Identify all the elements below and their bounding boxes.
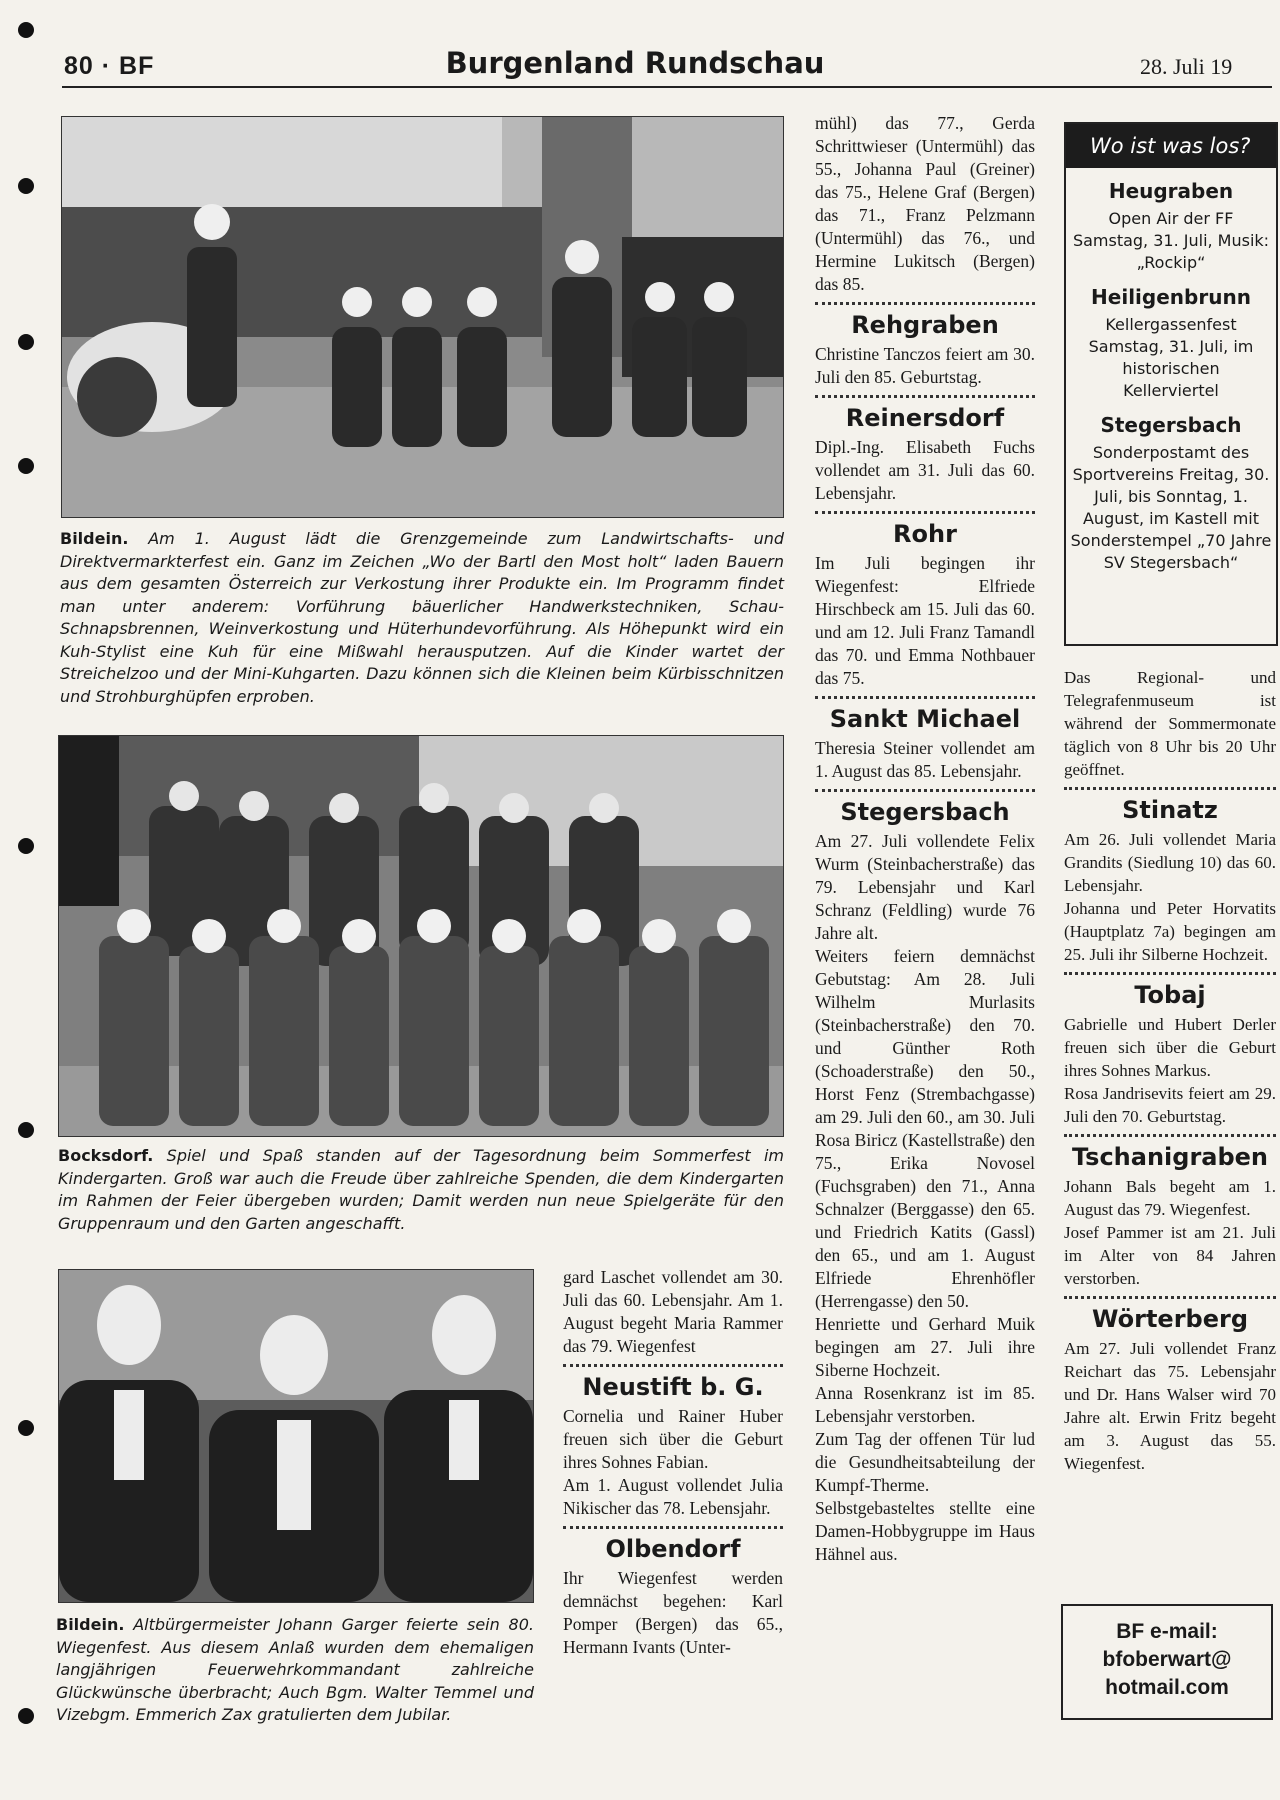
masthead: Burgenland Rundschau [445,46,825,80]
punch-hole [18,1420,34,1436]
event-text: Open Air der FF Samstag, 31. Juli, Musik: „Rockip“ [1072,209,1270,272]
event-text: Sonderpostamt des Sportvereins Freitag, 30. Juli, bis Sonntag, 1. August, im Kastell mit Sonderstempel „70 Jahre SV Stegersbach“ [1070,443,1272,572]
paragraph: Cornelia und Rainer Huber freuen sich über die Geburt ihres Sohnes Fabian. [563,1406,783,1472]
heading-tschanigraben: Tschanigraben [1071,1143,1269,1171]
paragraph: Am 27. Juli vollendet Franz Reichart das 75. Lebensjahr und Dr. Hans Walser wird 70 Jahre alt. Erwin Fritz begeht am 3. August das 55. Wiegenfest. [1064,1339,1276,1473]
caption-text: Altbürgermeister Johann Garger feierte sein 80. Wiegenfest. Aus diesem Anlaß wurden dem ehemaligen langjährigen Feuerwehrkommandant zahlreiche Glückwünsche überbracht; Auch Bgm. Walter Temmel und Vizebgm. Emmerich Zax gratulierten dem Jubilar. [56,1615,534,1724]
event-place: Heugraben [1108,179,1234,203]
paragraph: Weiters feiern demnächst Gebutstag: Am 28. Juli Wilhelm Murlasits (Steinbacherstraße) den 70. und Günther Roth (Schoaderstraße) den 50., Horst Fenz (Strembachgasse) am 29. Juli den 60., am 30. Juli Rosa Biricz (Kastellstraße) den 75., Erika Novosel (Fuchsgraben) den 71., Anna Schnalzer (Berggasse) den 65. und Friedrich Katits (Gassl) den 65., und am 1. August Elfriede Ehrenhöfler (Herrengasse) den 50. [815,946,1035,1311]
caption-bildein-farm [60,528,784,708]
event-item [1066,178,1276,274]
photo-bildein-garger [58,1269,534,1603]
paragraph: Anna Rosenkranz ist im 85. Lebensjahr verstorben. [815,1383,1035,1426]
heading-reinersdorf: Reinersdorf [845,404,1005,432]
heading-stinatz: Stinatz [1122,796,1218,824]
paragraph: Henriette und Gerhard Muik begingen am 27. Juli ihre Siberne Hochzeit. [815,1314,1035,1380]
dotted-divider [563,1526,783,1529]
paragraph: Zum Tag der offenen Tür lud die Gesundheitsabteilung der Kumpf-Therme. Selbstgebasteltes stellte eine Damen-Hobbygruppe im Haus Hähnel aus. [815,1429,1035,1564]
event-place: Stegersbach [1100,413,1242,437]
paragraph: Ihr Wiegenfest werden demnächst begehen: Karl Pomper (Bergen) das 65., Hermann Ivants (Unter- [563,1568,783,1657]
punch-hole [18,22,34,38]
caption-text: Am 1. August lädt die Grenzgemeinde zum Landwirtschafts- und Direktvermarkterfest ein. Ganz im Zeichen „Wo der Bartl den Most holt“ laden Bauern aus dem gesamten Österreich zur Verkostung ihrer Produkte ein. Im Programm findet man unter anderem: Vorführung bäuerlicher Handwerkstechniken, Schau-Schnapsbrennen, Weinverkostung und Hüterhundevorführung. Als Höhepunkt wird ein Kuh-Stylist eine Kuh für eine Mißwahl herausputzen. Auf die Kinder wartet der Streichelzoo und der Mini-Kuhgarten. Dazu können sich die Kleinen beim Kürbisschnitzen und Strohburghüpfen erproben. [60,529,785,706]
event-place: Heiligenbrunn [1091,285,1251,309]
email-address-line2: hotmail.com [1105,1676,1229,1699]
email-address-line1: bfoberwart@ [1102,1648,1232,1671]
paragraph: Gabrielle und Hubert Derler freuen sich über die Geburt ihres Sohnes Markus. [1064,1015,1276,1080]
caption-text: Spiel und Spaß standen auf der Tagesordnung beim Sommerfest im Kindergarten. Groß war auch die Freude über zahlreiche Spenden, die dem Kindergarten im Rahmen der Feier übergeben wurden; Damit werden nun neue Spielgeräte für den Gruppenraum und den Garten angeschafft. [58,1146,784,1233]
dotted-divider [1064,1134,1276,1137]
punch-hole [18,1122,34,1138]
paragraph: mühl) das 77., Gerda Schrittwieser (Untermühl) das 55., Johanna Paul (Greiner) das 75., Helene Graf (Bergen) das 71., Franz Pelzmann (Untermühl) das 76., und Hermine Lukitsch (Bergen) das 85. [815,113,1035,294]
punch-hole [18,178,34,194]
punch-hole [18,334,34,350]
page-number: 80 · BF [64,52,155,80]
paragraph: Johann Bals begeht am 1. August das 79. Wiegenfest. [1064,1177,1276,1219]
punch-hole [18,838,34,854]
dotted-divider [1064,787,1276,790]
email-label: BF e-mail: [1116,1620,1218,1643]
dotted-divider [815,696,1035,699]
dotted-divider [815,395,1035,398]
events-box [1064,122,1278,646]
paragraph: Christine Tanczos feiert am 30. Juli den 85. Geburtstag. [815,344,1035,387]
heading-rehgraben: Rehgraben [851,311,999,339]
paragraph: Am 1. August vollendet Julia Nikischer das 78. Lebensjahr. [563,1475,783,1518]
caption-bildein-garger [56,1614,534,1727]
dotted-divider [815,511,1035,514]
heading-olbendorf: Olbendorf [605,1535,741,1563]
email-box [1061,1604,1273,1720]
caption-place: Bildein. [60,529,129,548]
issue-date: 28. Juli 19 [1140,54,1233,79]
paragraph: Dipl.-Ing. Elisabeth Fuchs vollendet am 31. Juli das 60. Lebensjahr. [815,437,1035,503]
paragraph: Im Juli begingen ihr Wiegenfest: Elfriede Hirschbeck am 15. Juli das 60. und am 12. Juli Franz Tamandl das 70. und Emma Nothbauer das 75. [815,553,1035,688]
heading-sankt-michael: Sankt Michael [829,705,1021,733]
caption-place: Bocksdorf. [58,1146,154,1165]
heading-stegersbach: Stegersbach [840,798,1010,826]
heading-woerterberg: Wörterberg [1092,1305,1248,1333]
paragraph: Das Regional- und Telegrafenmuseum ist während der Sommermonate täglich von 8 Uhr bis 20 Uhr geöffnet. [1064,668,1276,779]
event-item [1066,284,1276,402]
caption-place: Bildein. [56,1615,125,1634]
header-rule [62,86,1272,88]
paragraph: Theresia Steiner vollendet am 1. August das 85. Lebensjahr. [815,738,1035,781]
heading-neustift: Neustift b. G. [582,1373,764,1401]
paragraph: Josef Pammer ist am 21. Juli im Alter von 84 Jahren verstorben. [1064,1223,1276,1288]
dotted-divider [563,1364,783,1367]
paragraph: Am 26. Juli vollendet Maria Grandits (Siedlung 10) das 60. Lebensjahr. [1064,830,1276,895]
paragraph: Am 27. Juli vollendete Felix Wurm (Steinbacherstraße) das 79. Lebensjahr und Karl Schranz (Feldling) wurde 76 Jahre alt. [815,831,1035,943]
paragraph: Rosa Jandrisevits feiert am 29. Juli den 70. Geburtstag. [1064,1084,1276,1126]
column-middle [815,112,1035,1566]
heading-tobaj: Tobaj [1134,981,1206,1009]
paragraph: gard Laschet vollendet am 30. Juli das 60. Lebensjahr. Am 1. August begeht Maria Rammer das 79. Wiegenfest [563,1267,783,1356]
dotted-divider [815,789,1035,792]
caption-bocksdorf [58,1145,784,1235]
events-box-title: Wo ist was los? [1066,124,1276,168]
photo-bocksdorf-kindergarten [58,735,784,1137]
photo-bildein-farm [61,116,784,518]
heading-rohr: Rohr [893,520,957,548]
punch-hole [18,458,34,474]
column-right [1064,666,1276,1475]
punch-hole [18,1708,34,1724]
event-text: Kellergassenfest Samstag, 31. Juli, im historischen Kellerviertel [1088,315,1254,400]
paragraph: Johanna und Peter Horvatits (Hauptplatz 7a) begingen am 25. Juli ihr Silberne Hochzeit. [1064,899,1276,964]
dotted-divider [1064,972,1276,975]
dotted-divider [1064,1296,1276,1299]
dotted-divider [815,302,1035,305]
column-small [563,1266,783,1659]
event-item [1066,412,1276,574]
